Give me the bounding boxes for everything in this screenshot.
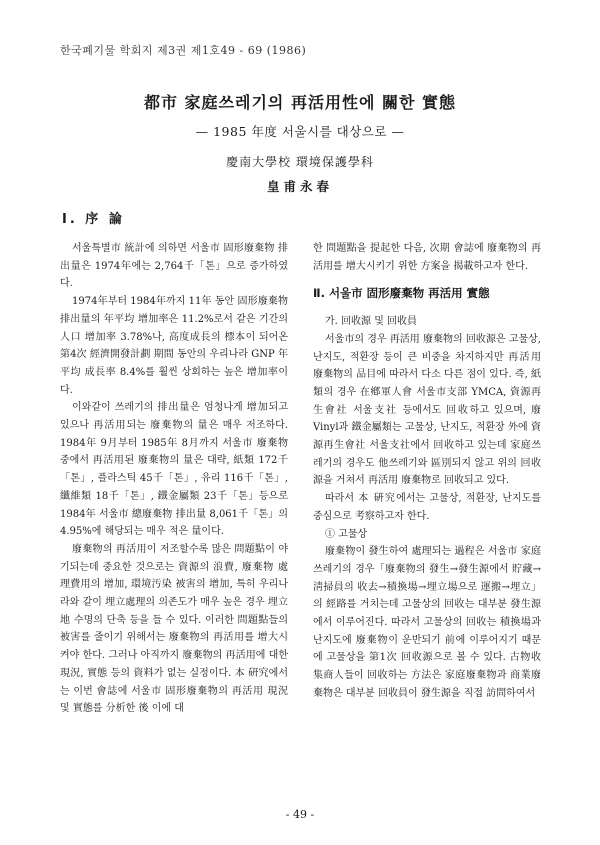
journal-header: 한국폐기물 학회지 제3권 제1호49 - 69 (1986) xyxy=(60,44,307,57)
paragraph: 따라서 本 硏究에서는 고물상, 적환장, 난지도를 중심으로 考察하고자 한다. xyxy=(313,493,541,522)
paragraph: 1974年부터 1984年까지 11年 동안 固形廢棄物 排出量의 年平均 增加率은 11.2%로서 같은 기간의 人口 增加率 3.78%나, 高度成長의 標本이 되어온 第4次 經濟開發計劃 期間 동안의 우리나라 GNP 年平均 成長率 8.4%를 훨씬 상회하는 높은 增加率이다. xyxy=(60,296,288,396)
section-heading-introduction: Ⅰ. 序 論 xyxy=(62,212,125,227)
right-column xyxy=(313,240,541,703)
paragraph: 이와같이 쓰레기의 排出量은 엄청나게 增加되고 있으나 再活用되는 廢棄物의 量은 매우 저조하다. 1984年 9月부터 1985年 8月까지 서울市 廢棄物 중에서 再活用된 廢棄物의 量은 대략, 紙類 172千「톤」, 플라스틱 45千「톤」, 유리 116千「톤」, 纖維類 18千「톤」, 鐵金屬類 23千「톤」등으로 1984年 서울市 總廢棄物 排出量 8,061千「톤」의 4.95%에 해당되는 매우 적은 量이다. xyxy=(60,402,288,538)
paragraph: 서울市의 경우 再活用 廢棄物의 回收源은 고물상, 난지도, 적환장 등이 큰 비중을 차지하지만 再活用 廢棄物의 品目에 따라서 다소 다른 점이 있다. 즉, 紙類의 경우 在鄕軍人會 서울市支部 YMCA, 資源再生會社 서울支社 등에서도 回收하고 있으며, 廢Vinyl과 鐵金屬類는 고물상, 난지도, 적환장 外에 資源再生會社 서울支社에서 回收하고 있는데 家庭쓰레기의 경우도 他쓰레기와 區別되지 않고 위의 回收源을 거쳐서 再活用 廢棄物로 回收되고 있다. xyxy=(313,333,541,487)
paragraph: 서울특별市 統計에 의하면 서울市 固形廢棄物 排出量은 1974年에는 2,764千「톤」으로 증가하였다. xyxy=(60,243,288,290)
subsection-heading: 가. 回收源 및 回收員 xyxy=(325,316,418,328)
paragraph: 廢棄物이 發生하여 處理되는 過程은 서울市 家庭쓰레기의 경우「廢棄物의 發生→發生源에서 貯藏→淸掃員의 收去→積換場→埋立場으로 運搬→埋立」의 經路를 거치는데 고물상의 回收는 대부분 發生源에서 이루어진다. 따라서 고물상의 回收는 積換場과 난지도에 廢棄物이 운반되기 前에 이루어지기 때문에 고물상을 第1次 回收源으로 볼 수 있다. 古物收集商人들이 回收하는 方法은 家庭廢棄物과 商業廢棄物은 대부분 回收員이 發生源을 직접 訪問하여서 xyxy=(313,546,541,699)
paragraph: 廢棄物의 再活用이 저조할수록 많은 問題點이 야기되는데 중요한 것으로는 資源의 浪費, 廢棄物 處理費用의 增加, 環境汚染 被害의 增加, 특히 우리나라와 같이 埋立處理의 의존도가 매우 높은 경우 埋立地 수명의 단축 등을 들 수 있다. 이러한 問題點들의 被害를 줄이기 위해서는 廢棄物의 再活用를 增大시켜야 한다. 그러나 아직까지 廢棄物의 再活用에 대한 現況, 實態 등의 資料가 없는 실정이다. 本 硏究에서는 이번 會誌에 서울市 固形廢棄物의 再活用 現況 및 實態를 分析한 後 이에 대 xyxy=(60,543,288,715)
author-affiliation: 慶南大學校 環境保護學科 xyxy=(226,155,374,169)
page-number: - 49 - xyxy=(285,808,315,821)
paper-subtitle: — 1985 年度 서울시를 대상으로 — xyxy=(195,124,405,139)
author-name: 皇甫永春 xyxy=(266,179,333,194)
section-heading-status: Ⅱ. 서울市 固形廢棄物 再活用 實態 xyxy=(313,286,490,301)
left-column xyxy=(60,240,288,718)
paragraph: 한 問題點을 提起한 다음, 次期 會誌에 廢棄物의 再活用를 增大시키기 위한 方案을 揭載하고자 한다. xyxy=(313,243,541,272)
subsection-heading: ① 고물상 xyxy=(325,528,368,540)
paper-title: 都市 家庭쓰레기의 再活用性에 關한 實態 xyxy=(143,93,457,112)
